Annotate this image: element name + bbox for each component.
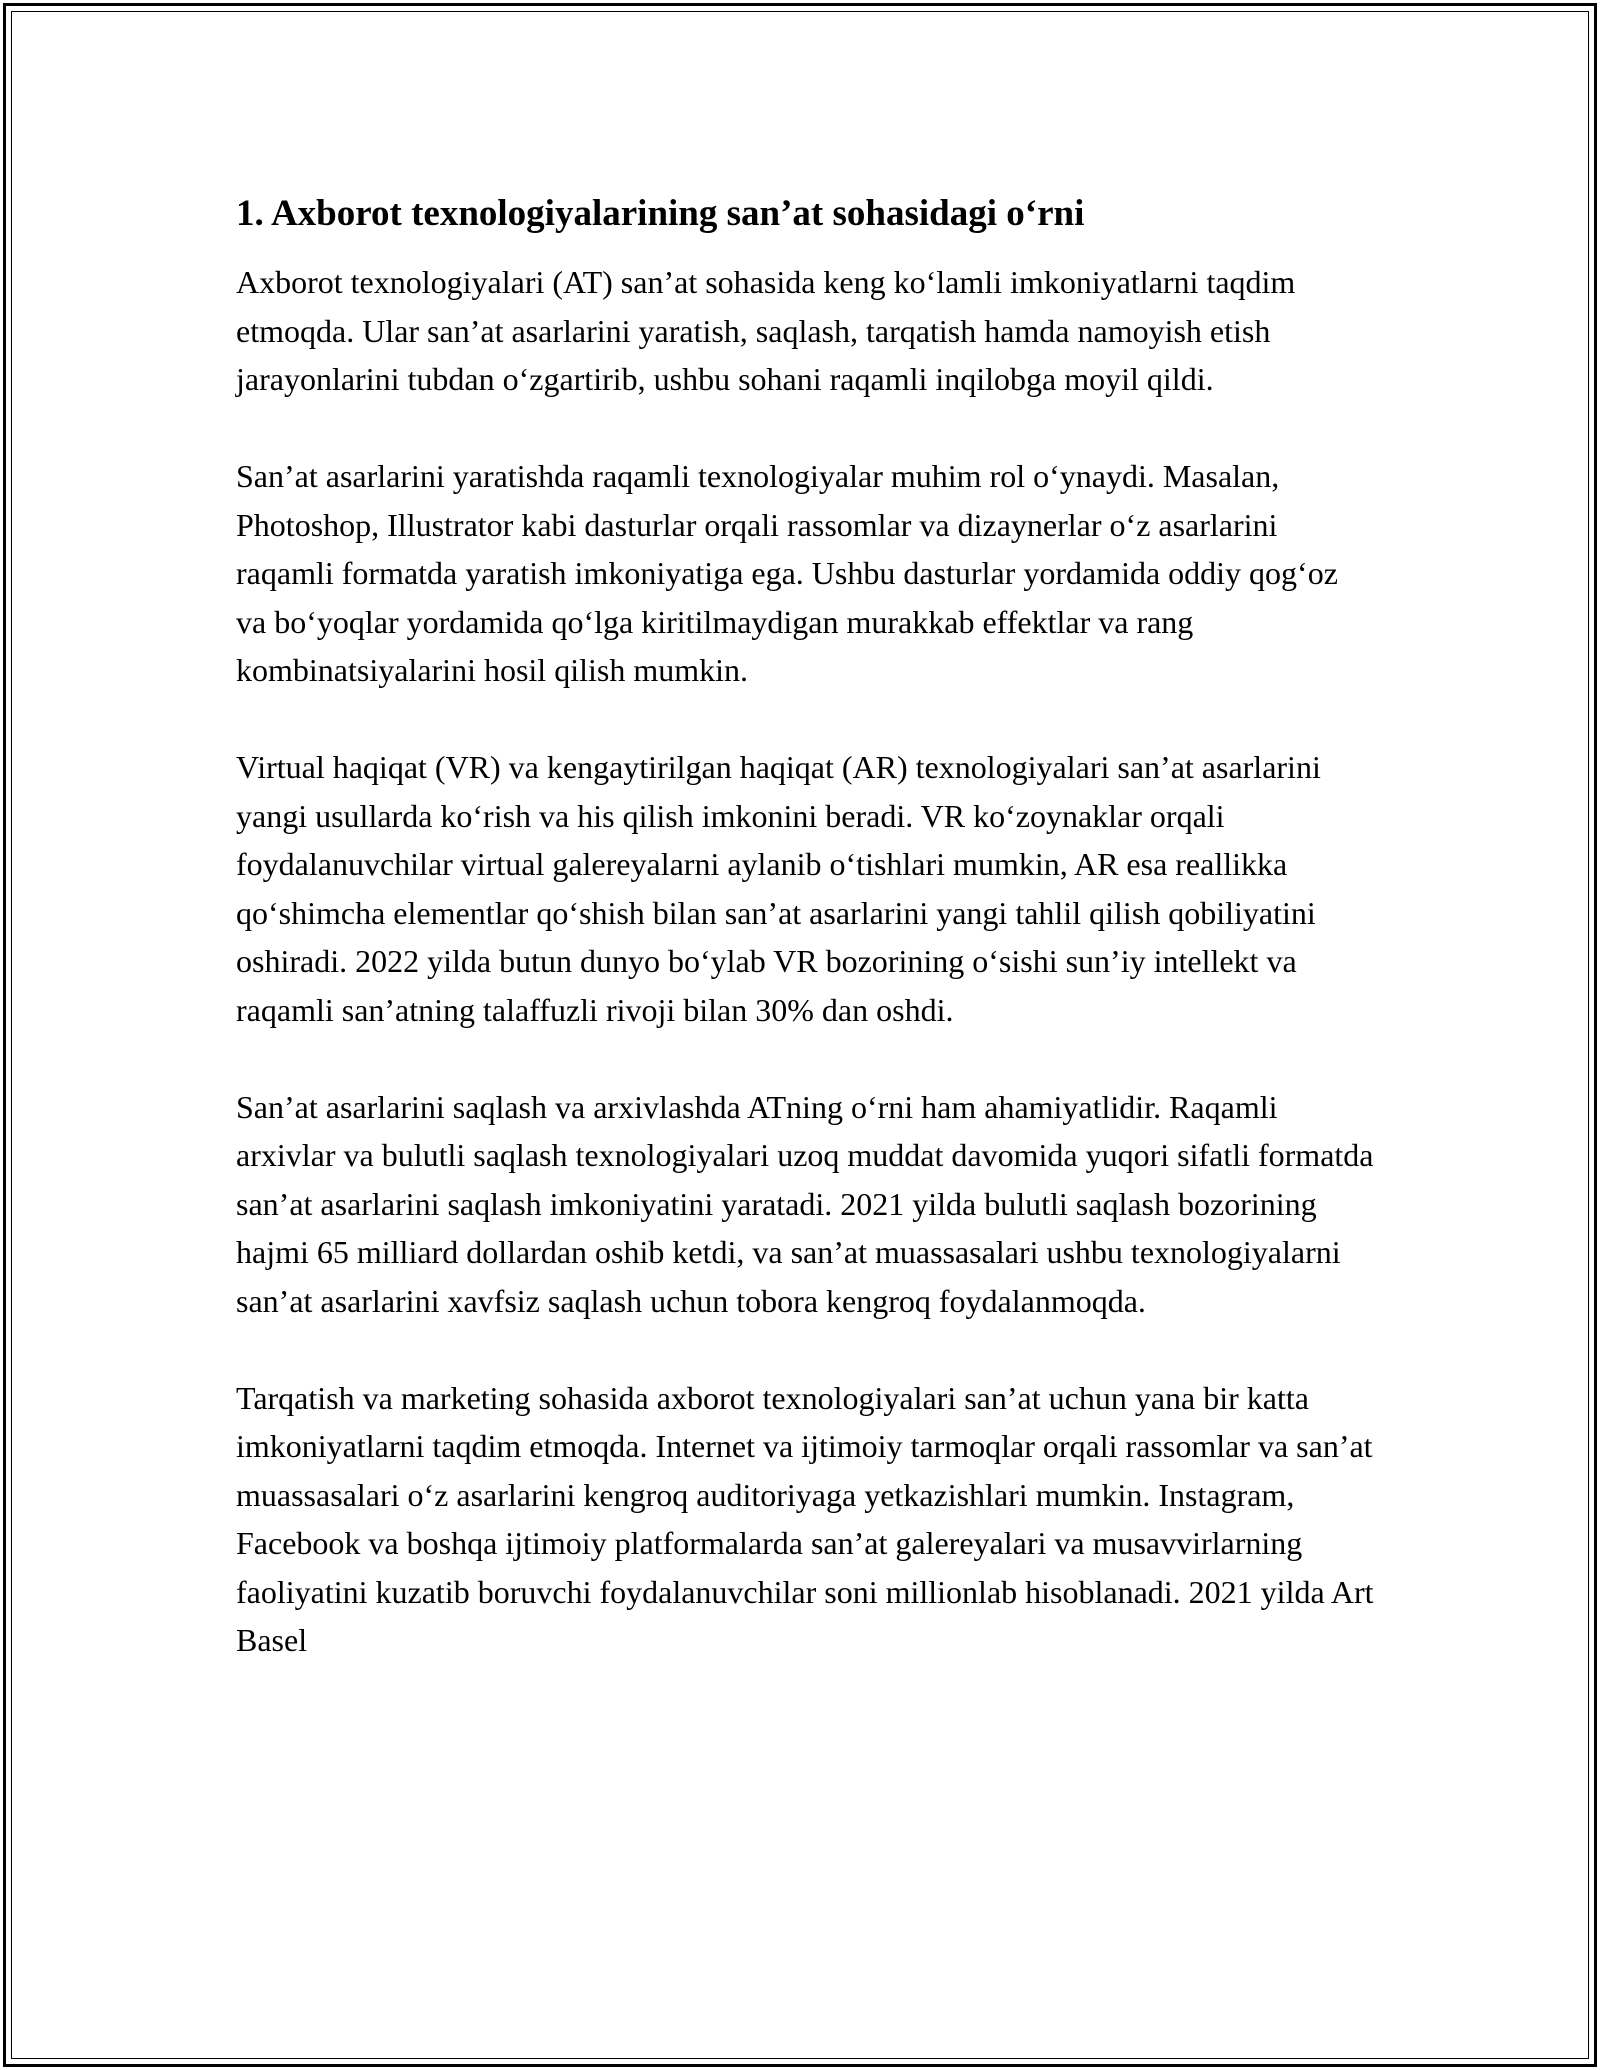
paragraph-creation: San’at asarlarini yaratishda raqamli texnologiyalar muhim rol o‘ynaydi. Masalan, Photoshop, Illustrator kabi dasturlar orqali rassomlar va dizaynerlar o‘z asarlarini raqamli formatda yaratish imkoniyatiga ega. Ushbu dasturlar yordamida oddiy qog‘oz va bo‘yoqlar yordamida qo‘lga kiritilmaydigan murakkab effektlar va rang kombinatsiyalarini hosil qilish mumkin. <box>236 458 1338 688</box>
paragraph-marketing: Tarqatish va marketing sohasida axborot texnologiyalari san’at uchun yana bir katta imkoniyatlarni taqdim etmoqda. Internet va ijtimoiy tarmoqlar orqali rassomlar va san’at muassasalari o‘z asarlarini kengroq auditoriyaga yetkazishlari mumkin. Instagram, Facebook va boshqa ijtimoiy platformalarda san’at galereyalari va musavvirlarning faoliyatini kuzatib boruvchi foydalanuvchilar soni millionlab hisoblanadi. 2021 yilda Art Basel <box>236 1379 1374 1658</box>
paragraph-archiving: San’at asarlarini saqlash va arxivlashda ATning o‘rni ham ahamiyatlidir. Raqamli arxivlar va bulutli saqlash texnologiyalari uzoq muddat davomida yuqori sifatli formatda san’at asarlarini saqlash imkoniyatini yaratadi. 2021 yilda bulutli saqlash bozorining hajmi 65 milliard dollardan oshib ketdi, va san’at muassasalari ushbu texnologiyalarni san’at asarlarini xavfsiz saqlash uchun tobora kengroq foydalanmoqda. <box>236 1088 1374 1319</box>
paragraph-intro: Axborot texnologiyalari (AT) san’at sohasida keng ko‘lamli imkoniyatlarni taqdim etmoqda. Ular san’at asarlarini yaratish, saqlash, tarqatish hamda namoyish etish jarayonlarini tubdan o‘zgartirib, ushbu sohani raqamli inqilobga moyil qildi. <box>236 264 1296 397</box>
document-body <box>236 188 1376 1665</box>
section-heading: 1. Axborot texnologiyalarining san’at sohasidagi o‘rni <box>236 193 1085 234</box>
paragraph-vr-ar: Virtual haqiqat (VR) va kengaytirilgan haqiqat (AR) texnologiyalari san’at asarlarini yangi usullarda ko‘rish va his qilish imkonini beradi. VR ko‘zoynaklar orqali foydalanuvchilar virtual galereyalarni aylanib o‘tishlari mumkin, AR esa reallikka qo‘shimcha elementlar qo‘shish bilan san’at asarlarini yangi tahlil qilish qobiliyatini oshiradi. 2022 yilda butun dunyo bo‘ylab VR bozorining o‘sishi sun’iy intellekt va raqamli san’atning talaffuzli rivoji bilan 30% dan oshdi. <box>236 749 1321 1028</box>
